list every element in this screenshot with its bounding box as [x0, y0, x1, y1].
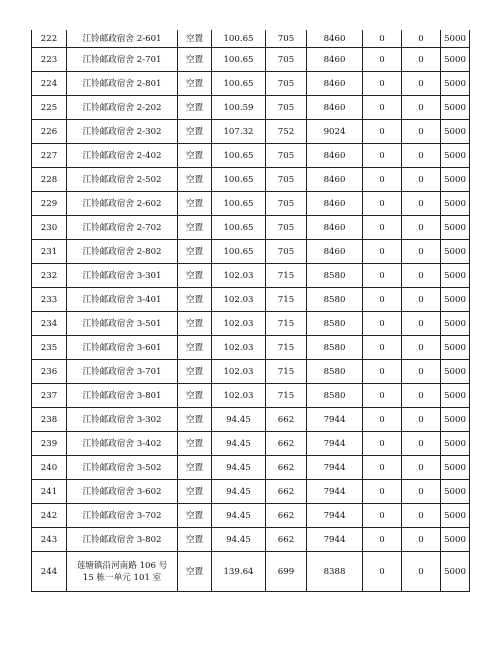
cell-unit-price: 662: [266, 528, 307, 552]
cell-number: 230: [32, 216, 67, 240]
table-row: [32, 504, 470, 528]
cell-area: 100.65: [212, 30, 266, 48]
cell-col7: 0: [363, 456, 402, 480]
cell-area: 94.45: [212, 432, 266, 456]
cell-col7: 0: [363, 144, 402, 168]
table-row: [32, 30, 470, 48]
cell-col7: 0: [363, 528, 402, 552]
cell-unit-price: 705: [266, 192, 307, 216]
cell-status: 空置: [178, 528, 212, 552]
table-row: [32, 48, 470, 72]
cell-area: 139.64: [212, 552, 266, 592]
table-row: [32, 480, 470, 504]
cell-address: 江铃邮政宿舍 3-502: [67, 456, 178, 480]
cell-area: 102.03: [212, 384, 266, 408]
cell-unit-price: 715: [266, 384, 307, 408]
cell-col8: 0: [402, 456, 441, 480]
cell-number: 232: [32, 264, 67, 288]
cell-col8: 0: [402, 168, 441, 192]
cell-col7: 0: [363, 72, 402, 96]
cell-status: 空置: [178, 168, 212, 192]
cell-status: 空置: [178, 552, 212, 592]
cell-status: 空置: [178, 216, 212, 240]
cell-unit-price: 715: [266, 360, 307, 384]
cell-col7: 0: [363, 552, 402, 592]
cell-col9: 5000: [441, 312, 470, 336]
cell-col9: 5000: [441, 504, 470, 528]
table-row: [32, 408, 470, 432]
cell-unit-price: 662: [266, 432, 307, 456]
cell-number: 241: [32, 480, 67, 504]
cell-total: 8388: [307, 552, 363, 592]
cell-col7: 0: [363, 96, 402, 120]
cell-number: 233: [32, 288, 67, 312]
cell-unit-price: 662: [266, 504, 307, 528]
cell-total: 8580: [307, 312, 363, 336]
cell-unit-price: 715: [266, 336, 307, 360]
cell-total: 8460: [307, 144, 363, 168]
cell-col8: 0: [402, 144, 441, 168]
table-row: [32, 240, 470, 264]
cell-number: 234: [32, 312, 67, 336]
cell-col8: 0: [402, 240, 441, 264]
cell-area: 94.45: [212, 504, 266, 528]
cell-status: 空置: [178, 96, 212, 120]
cell-col9: 5000: [441, 30, 470, 48]
cell-number: 235: [32, 336, 67, 360]
cell-total: 8580: [307, 360, 363, 384]
cell-status: 空置: [178, 144, 212, 168]
cell-unit-price: 715: [266, 312, 307, 336]
cell-status: 空置: [178, 336, 212, 360]
cell-col9: 5000: [441, 432, 470, 456]
cell-number: 231: [32, 240, 67, 264]
table-row: [32, 120, 470, 144]
cell-area: 94.45: [212, 456, 266, 480]
cell-col7: 0: [363, 504, 402, 528]
cell-status: 空置: [178, 432, 212, 456]
cell-status: 空置: [178, 192, 212, 216]
cell-unit-price: 715: [266, 264, 307, 288]
cell-address: 江铃邮政宿舍 3-601: [67, 336, 178, 360]
cell-col7: 0: [363, 288, 402, 312]
cell-unit-price: 662: [266, 480, 307, 504]
cell-unit-price: 705: [266, 72, 307, 96]
cell-status: 空置: [178, 384, 212, 408]
cell-col9: 5000: [441, 168, 470, 192]
cell-address: 江铃邮政宿舍 2-802: [67, 240, 178, 264]
cell-number: 222: [32, 30, 67, 48]
cell-number: 243: [32, 528, 67, 552]
cell-total: 7944: [307, 408, 363, 432]
cell-unit-price: 705: [266, 30, 307, 48]
cell-total: 8460: [307, 72, 363, 96]
cell-col9: 5000: [441, 384, 470, 408]
cell-col9: 5000: [441, 408, 470, 432]
cell-col9: 5000: [441, 144, 470, 168]
cell-area: 100.65: [212, 72, 266, 96]
cell-total: 8460: [307, 96, 363, 120]
cell-total: 7944: [307, 456, 363, 480]
cell-unit-price: 705: [266, 48, 307, 72]
cell-area: 100.65: [212, 168, 266, 192]
cell-status: 空置: [178, 408, 212, 432]
cell-number: 236: [32, 360, 67, 384]
cell-total: 7944: [307, 504, 363, 528]
cell-total: 7944: [307, 432, 363, 456]
cell-address: 江铃邮政宿舍 2-701: [67, 48, 178, 72]
cell-area: 94.45: [212, 408, 266, 432]
cell-unit-price: 705: [266, 144, 307, 168]
cell-col7: 0: [363, 480, 402, 504]
cell-area: 100.65: [212, 216, 266, 240]
cell-col7: 0: [363, 192, 402, 216]
cell-col9: 5000: [441, 552, 470, 592]
cell-status: 空置: [178, 480, 212, 504]
cell-col8: 0: [402, 336, 441, 360]
cell-col7: 0: [363, 30, 402, 48]
cell-total: 8460: [307, 168, 363, 192]
cell-col8: 0: [402, 312, 441, 336]
cell-number: 239: [32, 432, 67, 456]
cell-unit-price: 699: [266, 552, 307, 592]
cell-col9: 5000: [441, 96, 470, 120]
table-row: [32, 552, 470, 592]
cell-number: 229: [32, 192, 67, 216]
cell-col8: 0: [402, 432, 441, 456]
cell-status: 空置: [178, 264, 212, 288]
cell-unit-price: 705: [266, 168, 307, 192]
cell-address: 江铃邮政宿舍 2-702: [67, 216, 178, 240]
cell-address: 江铃邮政宿舍 2-202: [67, 96, 178, 120]
cell-area: 107.32: [212, 120, 266, 144]
cell-address: 江铃邮政宿舍 2-602: [67, 192, 178, 216]
cell-status: 空置: [178, 48, 212, 72]
cell-number: 224: [32, 72, 67, 96]
cell-status: 空置: [178, 288, 212, 312]
cell-address: 江铃邮政宿舍 3-701: [67, 360, 178, 384]
cell-total: 8460: [307, 192, 363, 216]
cell-total: 7944: [307, 528, 363, 552]
cell-col7: 0: [363, 432, 402, 456]
cell-unit-price: 705: [266, 96, 307, 120]
cell-col9: 5000: [441, 456, 470, 480]
cell-address: 江铃邮政宿舍 3-802: [67, 528, 178, 552]
cell-col8: 0: [402, 528, 441, 552]
cell-address: 江铃邮政宿舍 2-402: [67, 144, 178, 168]
table-row: [32, 336, 470, 360]
cell-status: 空置: [178, 456, 212, 480]
table-row: [32, 360, 470, 384]
cell-status: 空置: [178, 312, 212, 336]
cell-total: 7944: [307, 480, 363, 504]
table-row: [32, 264, 470, 288]
cell-area: 102.03: [212, 264, 266, 288]
cell-col9: 5000: [441, 360, 470, 384]
cell-address: 江铃邮政宿舍 3-301: [67, 264, 178, 288]
cell-area: 102.03: [212, 360, 266, 384]
cell-number: 225: [32, 96, 67, 120]
cell-col9: 5000: [441, 192, 470, 216]
cell-status: 空置: [178, 360, 212, 384]
cell-status: 空置: [178, 72, 212, 96]
cell-area: 100.59: [212, 96, 266, 120]
cell-col8: 0: [402, 288, 441, 312]
cell-col9: 5000: [441, 480, 470, 504]
cell-area: 102.03: [212, 288, 266, 312]
cell-total: 9024: [307, 120, 363, 144]
cell-address: 江铃邮政宿舍 3-702: [67, 504, 178, 528]
cell-unit-price: 705: [266, 216, 307, 240]
cell-total: 8460: [307, 48, 363, 72]
table-row: [32, 528, 470, 552]
cell-area: 100.65: [212, 48, 266, 72]
cell-number: 238: [32, 408, 67, 432]
table-row: [32, 168, 470, 192]
cell-number: 237: [32, 384, 67, 408]
cell-col8: 0: [402, 216, 441, 240]
cell-address: 江铃邮政宿舍 3-401: [67, 288, 178, 312]
table-row: [32, 72, 470, 96]
cell-col7: 0: [363, 48, 402, 72]
cell-status: 空置: [178, 120, 212, 144]
cell-address: 江铃邮政宿舍 3-302: [67, 408, 178, 432]
cell-total: 8580: [307, 384, 363, 408]
cell-status: 空置: [178, 240, 212, 264]
table-row: [32, 384, 470, 408]
cell-address: 江铃邮政宿舍 3-801: [67, 384, 178, 408]
cell-address: 江铃邮政宿舍 2-302: [67, 120, 178, 144]
cell-col7: 0: [363, 240, 402, 264]
cell-col8: 0: [402, 360, 441, 384]
cell-col8: 0: [402, 120, 441, 144]
cell-total: 8580: [307, 264, 363, 288]
cell-area: 102.03: [212, 312, 266, 336]
cell-col9: 5000: [441, 120, 470, 144]
cell-col7: 0: [363, 408, 402, 432]
cell-col8: 0: [402, 96, 441, 120]
table-row: [32, 144, 470, 168]
cell-unit-price: 705: [266, 240, 307, 264]
cell-col9: 5000: [441, 240, 470, 264]
cell-address: 江铃邮政宿舍 3-501: [67, 312, 178, 336]
table-row: [32, 192, 470, 216]
cell-number: 227: [32, 144, 67, 168]
cell-col7: 0: [363, 216, 402, 240]
cell-number: 244: [32, 552, 67, 592]
cell-address: 江铃邮政宿舍 2-601: [67, 30, 178, 48]
cell-unit-price: 662: [266, 408, 307, 432]
cell-area: 94.45: [212, 528, 266, 552]
table-row: [32, 432, 470, 456]
cell-total: 8580: [307, 336, 363, 360]
cell-number: 240: [32, 456, 67, 480]
cell-status: 空置: [178, 30, 212, 48]
cell-number: 242: [32, 504, 67, 528]
cell-col8: 0: [402, 408, 441, 432]
cell-col7: 0: [363, 312, 402, 336]
cell-col8: 0: [402, 192, 441, 216]
cell-total: 8580: [307, 288, 363, 312]
table-row: [32, 96, 470, 120]
cell-address: 莲塘镇沿河南路 106 号 15 栋一单元 101 室: [67, 552, 178, 592]
cell-number: 223: [32, 48, 67, 72]
cell-area: 100.65: [212, 192, 266, 216]
cell-col8: 0: [402, 72, 441, 96]
table-row: [32, 288, 470, 312]
cell-total: 8460: [307, 30, 363, 48]
table-row: [32, 456, 470, 480]
cell-col7: 0: [363, 264, 402, 288]
table-row: [32, 312, 470, 336]
cell-col8: 0: [402, 48, 441, 72]
cell-address: 江铃邮政宿舍 3-602: [67, 480, 178, 504]
cell-total: 8460: [307, 240, 363, 264]
cell-col7: 0: [363, 336, 402, 360]
cell-number: 228: [32, 168, 67, 192]
cell-col9: 5000: [441, 48, 470, 72]
table-row: [32, 216, 470, 240]
cell-total: 8460: [307, 216, 363, 240]
housing-table: [31, 30, 470, 592]
cell-col8: 0: [402, 384, 441, 408]
cell-address: 江铃邮政宿舍 2-502: [67, 168, 178, 192]
cell-col9: 5000: [441, 216, 470, 240]
cell-unit-price: 715: [266, 288, 307, 312]
cell-col8: 0: [402, 264, 441, 288]
cell-col8: 0: [402, 30, 441, 48]
cell-area: 100.65: [212, 144, 266, 168]
cell-col9: 5000: [441, 288, 470, 312]
cell-address: 江铃邮政宿舍 2-801: [67, 72, 178, 96]
cell-col7: 0: [363, 120, 402, 144]
cell-area: 100.65: [212, 240, 266, 264]
cell-col7: 0: [363, 360, 402, 384]
cell-unit-price: 662: [266, 456, 307, 480]
cell-number: 226: [32, 120, 67, 144]
cell-col7: 0: [363, 168, 402, 192]
cell-col8: 0: [402, 552, 441, 592]
cell-status: 空置: [178, 504, 212, 528]
cell-col8: 0: [402, 480, 441, 504]
cell-area: 102.03: [212, 336, 266, 360]
cell-col8: 0: [402, 504, 441, 528]
cell-col9: 5000: [441, 264, 470, 288]
table-body: [32, 30, 470, 592]
cell-col7: 0: [363, 384, 402, 408]
cell-col9: 5000: [441, 72, 470, 96]
cell-col9: 5000: [441, 336, 470, 360]
cell-area: 94.45: [212, 480, 266, 504]
cell-address: 江铃邮政宿舍 3-402: [67, 432, 178, 456]
cell-col9: 5000: [441, 528, 470, 552]
cell-unit-price: 752: [266, 120, 307, 144]
